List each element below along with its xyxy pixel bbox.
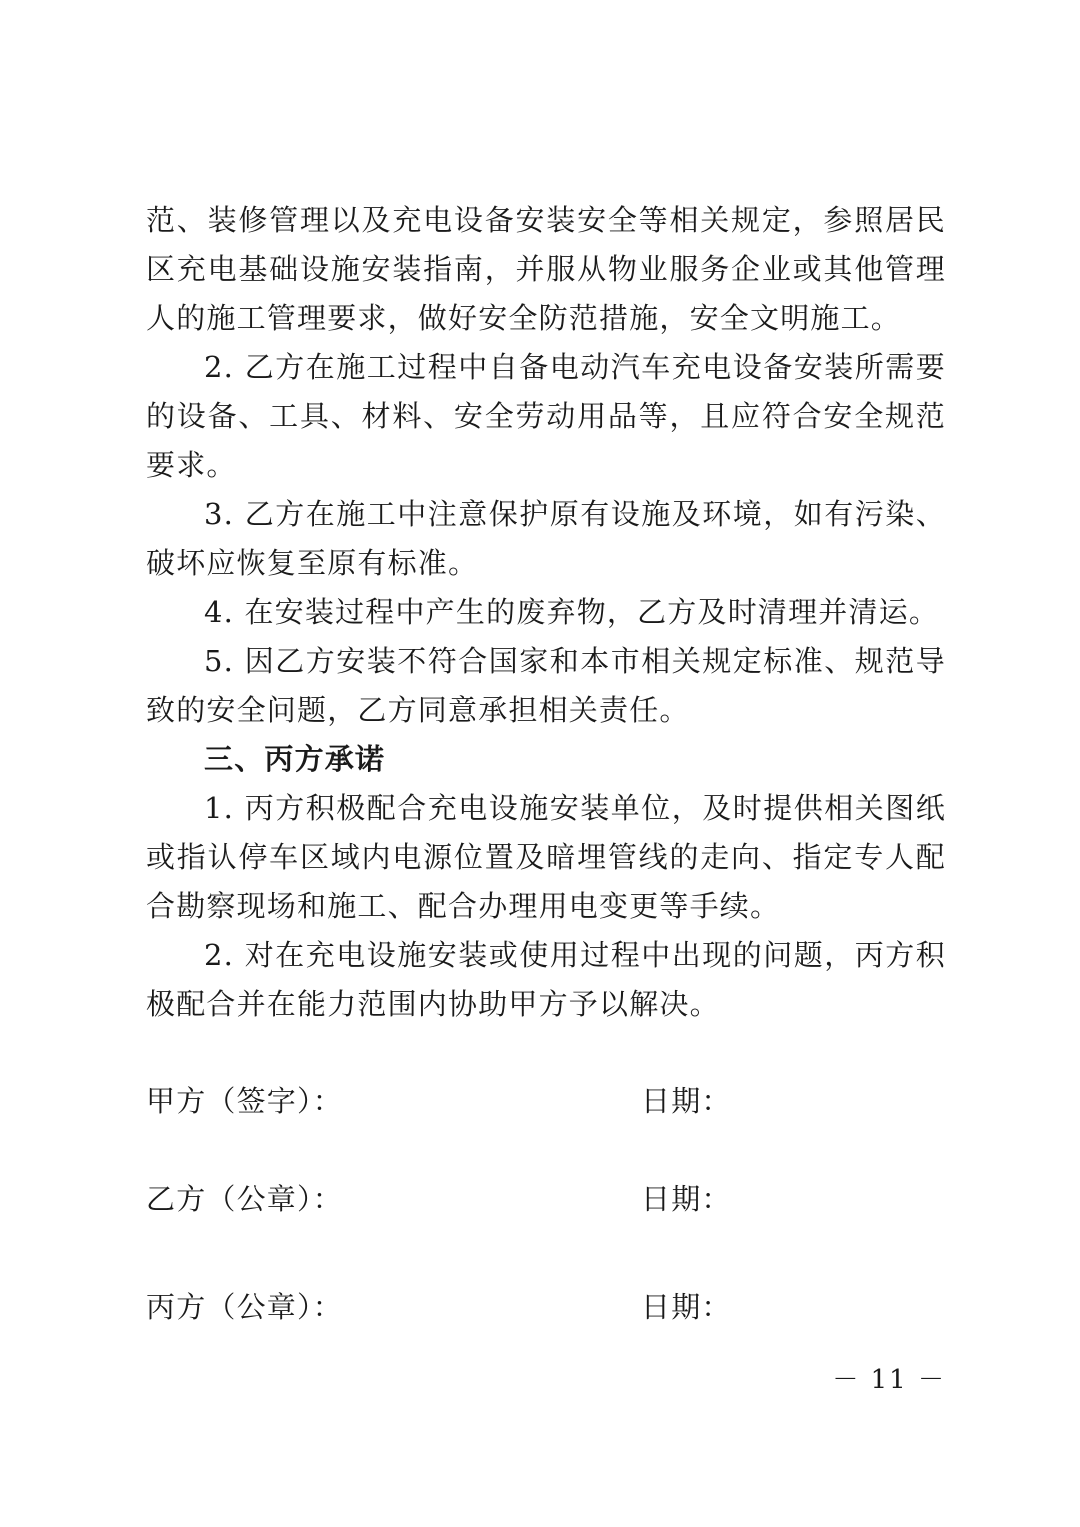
- signature-date-label: 日期：: [641, 1084, 732, 1118]
- signature-date-label: 日期：: [641, 1290, 732, 1324]
- page-number: － 11 －: [832, 1365, 946, 1395]
- paragraph-item-4: 4. 在安装过程中产生的废弃物，乙方及时清理并清运。: [204, 595, 940, 629]
- paragraph-item-2: 2. 乙方在施工过程中自备电动汽车充电设备安装所需要的设备、工具、材料、安全劳动用品等，且应符合安全规范要求。: [146, 350, 946, 482]
- signature-date-label: 日期：: [641, 1182, 732, 1216]
- section-heading: 三、丙方承诺: [204, 742, 386, 776]
- signature-row-party-a: [146, 1081, 946, 1121]
- paragraph-item-5: 5. 因乙方安装不符合国家和本市相关规定标准、规范导致的安全问题，乙方同意承担相关责任。: [146, 644, 946, 727]
- paragraph-continued: 范、装修管理以及充电设备安装安全等相关规定，参照居民区充电基础设施安装指南，并服从物业服务企业或其他管理人的施工管理要求，做好安全防范措施，安全文明施工。: [146, 203, 946, 335]
- signature-row-party-c: [146, 1287, 946, 1327]
- section-paragraph-1: 1. 丙方积极配合充电设施安装单位，及时提供相关图纸或指认停车区域内电源位置及暗埋管线的走向、指定专人配合勘察现场和施工、配合办理用电变更等手续。: [146, 791, 946, 923]
- document-body: [146, 196, 946, 1029]
- section-paragraph-2: 2. 对在充电设施安装或使用过程中出现的问题，丙方积极配合并在能力范围内协助甲方予以解决。: [146, 938, 946, 1021]
- signature-label: 丙方（公章）：: [146, 1290, 343, 1324]
- signature-label: 乙方（公章）：: [146, 1182, 343, 1216]
- paragraph-item-3: 3. 乙方在施工中注意保护原有设施及环境，如有污染、破坏应恢复至原有标准。: [146, 497, 946, 580]
- signature-label: 甲方（签字）：: [146, 1084, 343, 1118]
- signature-row-party-b: [146, 1179, 946, 1219]
